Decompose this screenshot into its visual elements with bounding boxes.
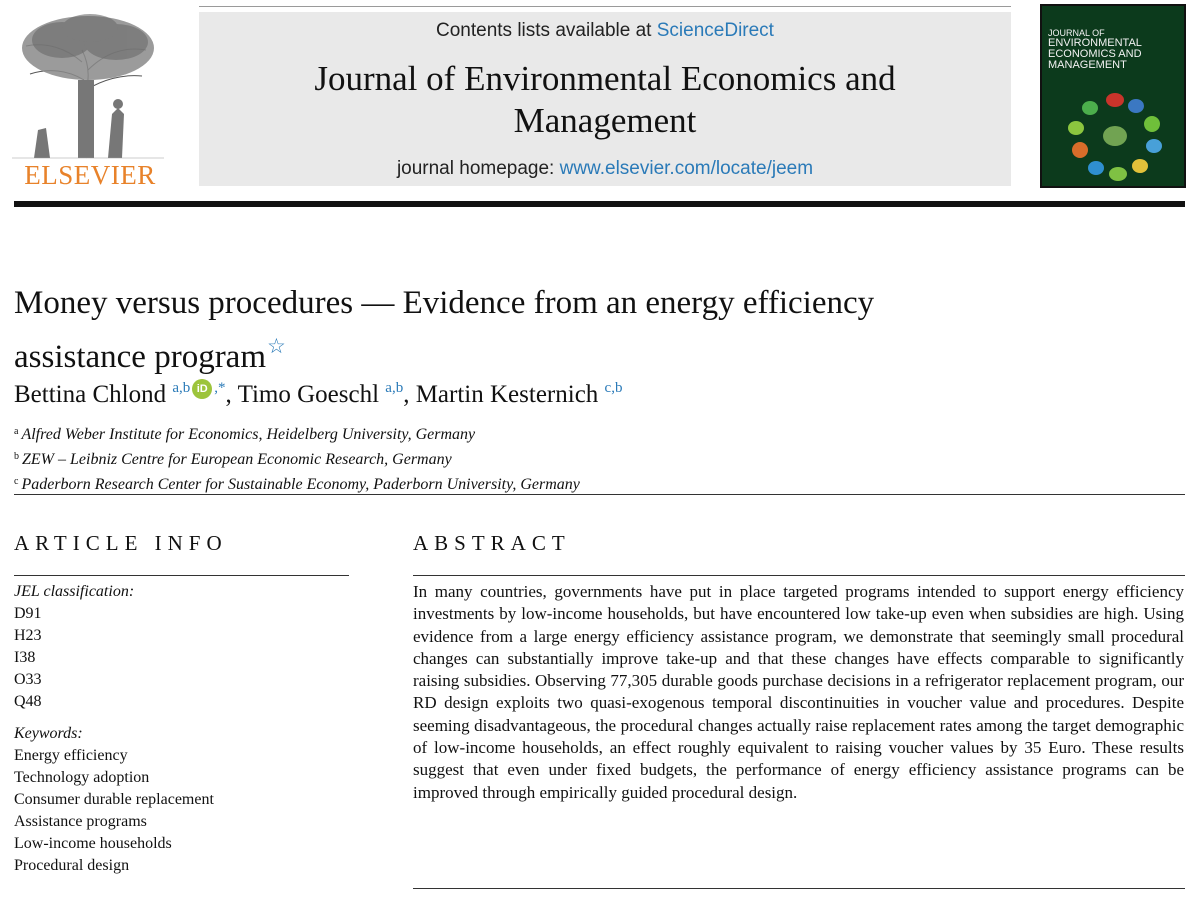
article-title-line2-wrap xyxy=(14,325,1014,379)
abstract-rule xyxy=(413,575,1185,576)
keyword: Assistance programs xyxy=(14,813,147,830)
jel-code: O33 xyxy=(14,671,42,688)
keyword: Low-income households xyxy=(14,835,172,852)
contents-line xyxy=(199,20,1011,42)
header-thick-rule xyxy=(14,201,1185,207)
elsevier-tree-icon xyxy=(12,10,164,160)
article-info-block xyxy=(14,581,344,877)
keyword: Energy efficiency xyxy=(14,747,128,764)
jel-label: JEL classification: xyxy=(14,583,135,600)
article-title-line1: Money versus procedures — Evidence from an energy efficiency xyxy=(14,285,875,321)
cover-title-small: JOURNAL OF xyxy=(1048,28,1105,38)
jel-code: H23 xyxy=(14,627,42,644)
keywords-label: Keywords: xyxy=(14,725,83,742)
journal-title-line2: Management xyxy=(513,101,697,140)
keyword: Procedural design xyxy=(14,857,130,874)
jel-code: D91 xyxy=(14,605,42,622)
keyword: Technology adoption xyxy=(14,769,150,786)
affiliation-mark: c xyxy=(14,476,19,487)
author-affil-marks[interactable]: a,b xyxy=(172,380,191,396)
abstract-text: In many countries, governments have put in place targeted programs intended to support energy efficiency investments by low-income households, but have encountered low take-up even when subsidies are high. Using evidence from a large energy efficiency assistance program, we demonstrate that seemingly small procedural changes can substantially improve take-up and that these changes have effects comparable to significantly raising subsidies. Observing 77,305 durable goods purchase decisions in a refrigerator replacement program, our RD design exploits two quasi-exogenous temporal discontinuities in voucher value and procedures. Despite seeming disadvantageous, the procedural changes actually raise replacement rates among the target demographic of low-income households, an effect roughly equivalent to raising voucher values by 35 Euro. These results suggest that even under fixed budgets, the performance of energy efficiency assistance programs can be improved through empirically guided procedural design. xyxy=(413,582,1184,802)
affiliation-item xyxy=(14,446,580,471)
title-footnote-star-icon[interactable]: ☆ xyxy=(267,334,286,358)
recycle-leaves-icon xyxy=(1062,88,1168,184)
abstract-bottom-rule xyxy=(413,888,1185,889)
elsevier-wordmark: ELSEVIER xyxy=(24,160,156,190)
journal-homepage xyxy=(199,158,1011,180)
corresponding-author-mark[interactable]: ,* xyxy=(214,380,226,396)
keyword: Consumer durable replacement xyxy=(14,791,214,808)
affiliation-item xyxy=(14,421,580,446)
article-info-heading: ARTICLE INFO xyxy=(14,531,228,555)
homepage-link[interactable]: www.elsevier.com/locate/jeem xyxy=(559,158,814,179)
affiliation-mark: a xyxy=(14,426,19,437)
journal-cover-image[interactable] xyxy=(1040,4,1186,188)
cover-title-big-3: MANAGEMENT xyxy=(1048,59,1127,71)
homepage-prefix: journal homepage: xyxy=(396,158,555,179)
article-info-rule xyxy=(14,575,349,576)
affiliation-mark: b xyxy=(14,451,19,462)
cover-title-big-1: ENVIRONMENTAL xyxy=(1048,37,1142,49)
author-affil-marks[interactable]: c,b xyxy=(604,380,623,396)
affiliation-text: ZEW – Leibniz Centre for European Economic Research, Germany xyxy=(22,451,452,468)
spacer xyxy=(14,713,344,723)
author-affil-marks[interactable]: a,b xyxy=(385,380,404,396)
affiliation-text: Alfred Weber Institute for Economics, Heidelberg University, Germany xyxy=(21,426,476,443)
author-name[interactable]: Martin Kesternich xyxy=(415,381,599,408)
header-top-rule xyxy=(199,6,1011,7)
article-title-line2: assistance program xyxy=(14,339,266,375)
sciencedirect-link[interactable]: ScienceDirect xyxy=(656,20,774,41)
elsevier-logo[interactable] xyxy=(12,10,164,192)
contents-prefix: Contents lists available at xyxy=(436,20,652,41)
jel-code: I38 xyxy=(14,649,36,666)
article-title xyxy=(14,282,1014,379)
affiliation-item xyxy=(14,471,580,496)
orcid-icon[interactable]: iD xyxy=(192,379,212,399)
journal-title xyxy=(199,58,1011,142)
jel-code: Q48 xyxy=(14,693,42,710)
affiliation-divider xyxy=(14,494,1185,495)
journal-title-line1: Journal of Environmental Economics and xyxy=(314,59,896,98)
affiliation-text: Paderborn Research Center for Sustainable Economy, Paderborn University, Germany xyxy=(21,476,580,493)
abstract-heading: ABSTRACT xyxy=(413,531,571,555)
cover-title xyxy=(1048,28,1184,71)
author-name[interactable]: Bettina Chlond xyxy=(14,381,167,408)
author-list: Bettina Chlond $^{a,b}$ iD ,*, Timo Goeschl $^{a,b}$, Martin Kesternich $^{c,b}$ xyxy=(14,380,623,408)
affiliation-list xyxy=(14,421,580,496)
author-name[interactable]: Timo Goeschl xyxy=(237,381,380,408)
cover-title-big-2: ECONOMICS AND xyxy=(1048,48,1142,60)
